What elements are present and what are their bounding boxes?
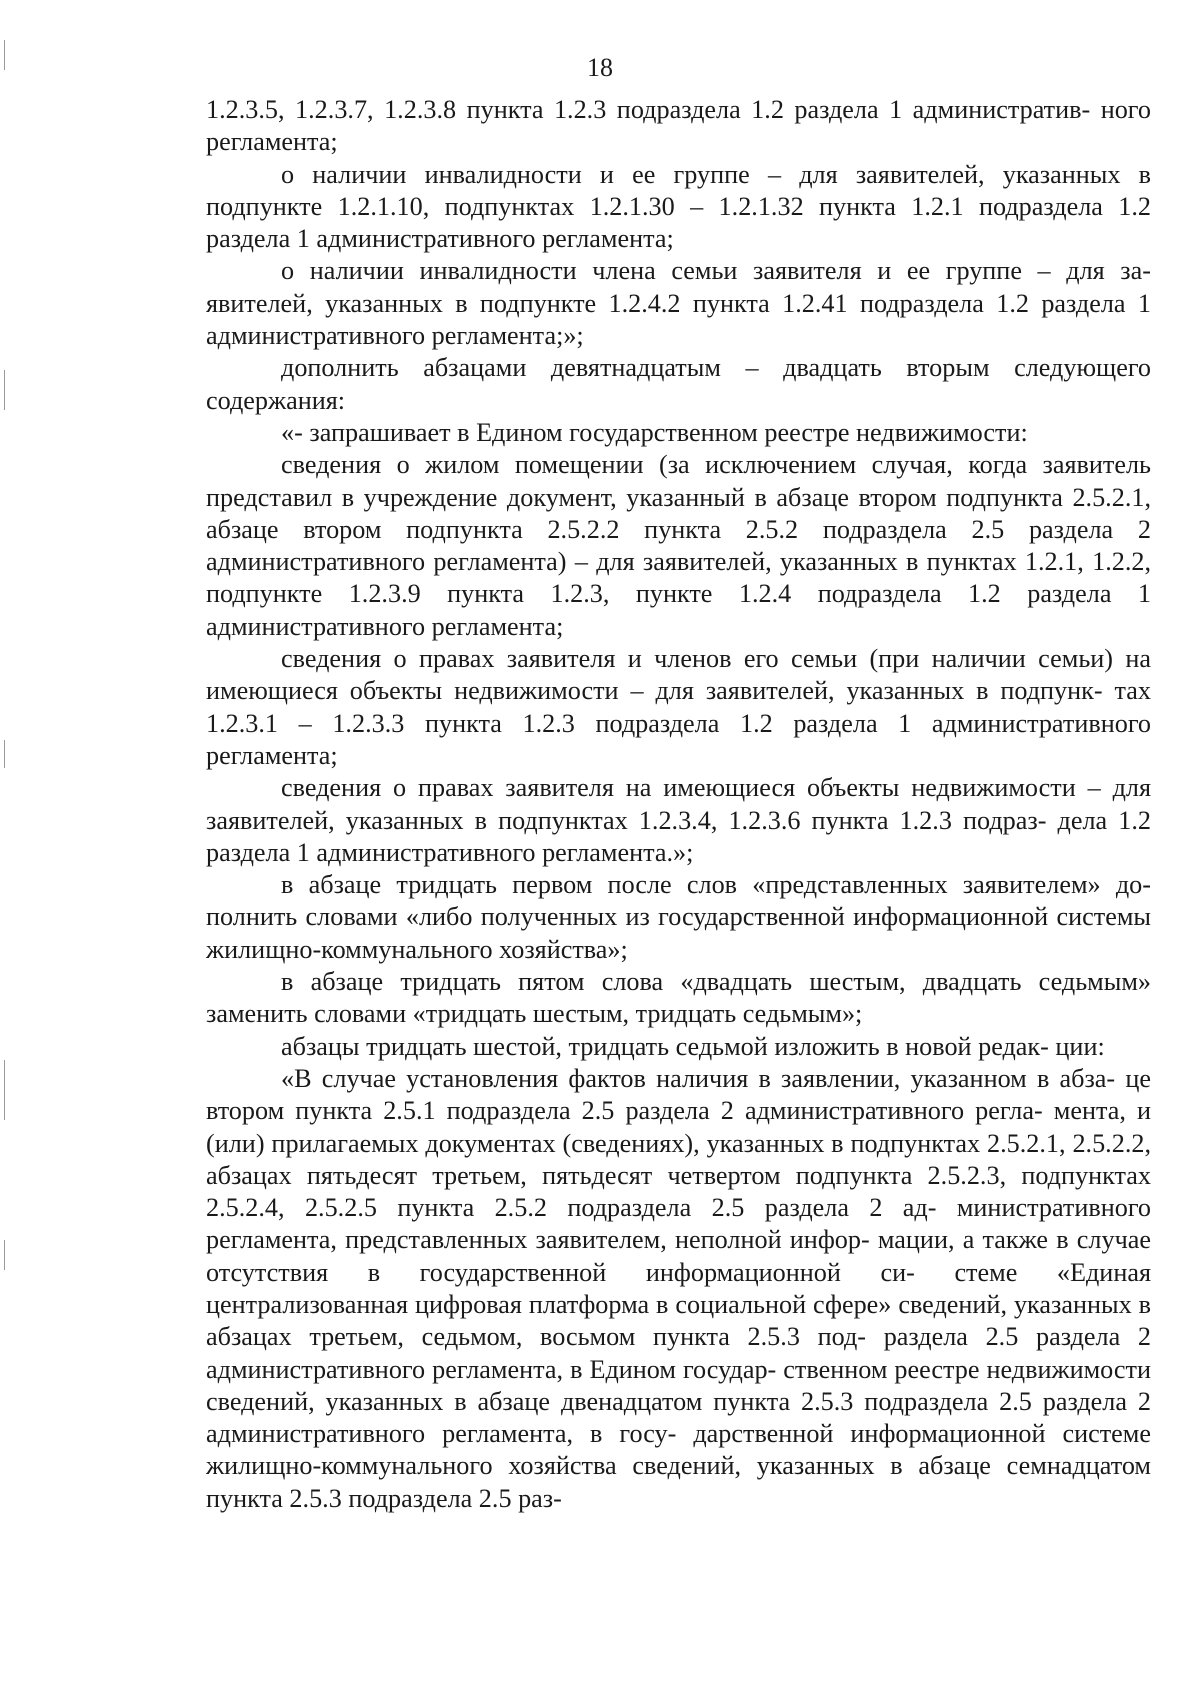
- text-line: содержания:: [206, 385, 346, 415]
- text-line: о наличии инвалидности и ее группе – для заявителей, указанных в: [281, 159, 1151, 189]
- text-line: подпункте 1.2.1.10, подпунктах 1.2.1.30 – 1.2.1.32 пункта 1.2.1 подраздела 1.2: [206, 191, 1151, 221]
- text-line: ции:: [1055, 1031, 1105, 1061]
- text-line: регламента;: [206, 740, 338, 770]
- paragraph: [206, 1063, 1151, 1515]
- paragraph: [206, 255, 1151, 352]
- text-line: ного регламента;: [206, 95, 1151, 157]
- text-line: о наличии инвалидности члена семьи заявителя и ее группе – для за-: [281, 256, 1151, 286]
- text-line: раздела 2.5 раздела 2 административного регламента, в Едином государ-: [206, 1322, 1151, 1384]
- paragraph: [206, 643, 1151, 772]
- text-line: мации, а также в случае отсутствия в государственной информационной си-: [206, 1225, 1151, 1287]
- scan-edge-mark: [4, 740, 5, 768]
- paragraph: [206, 417, 1151, 449]
- text-line: полнить словами «либо полученных из государственной информационной: [206, 902, 1049, 932]
- text-line: 1.2.3.5, 1.2.3.7, 1.2.3.8 пункта 1.2.3 подраздела 1.2 раздела 1 административ-: [206, 95, 1091, 124]
- text-line: представил в учреждение документ, указанный в абзаце втором подпункта: [206, 482, 1063, 512]
- text-line: це втором пункта 2.5.1 подраздела 2.5 раздела 2 административного регла-: [206, 1063, 1151, 1126]
- paragraph: [206, 772, 1151, 869]
- text-line: мента, и (или) прилагаемых документах (сведениях), указанных в подпунктах: [206, 1096, 1152, 1158]
- text-line: имеющиеся объекты недвижимости – для заявителей, указанных в подпунк-: [206, 676, 1103, 706]
- text-line: сведений, указанных в абзацах третьем, седьмом, восьмом пункта 2.5.3 под-: [206, 1289, 1151, 1352]
- paragraph: [206, 94, 1151, 159]
- text-line: 1.2.2, подпункте 1.2.3.9 пункта 1.2.3, пункте 1.2.4 подраздела 1.2 раздела 1: [206, 547, 1152, 609]
- text-line: сведения о жилом помещении (за исключением случая, когда заявитель: [281, 450, 1151, 480]
- text-line: 2.5.2.3, подпунктах 2.5.2.4, 2.5.2.5 пункта 2.5.2 подраздела 2.5 раздела 2 ад-: [206, 1160, 1151, 1223]
- text-line: системы жилищно-коммунального хозяйства»;: [206, 902, 1151, 964]
- text-line: заменить словами «тридцать шестым, тридцать седьмым»;: [206, 999, 863, 1029]
- text-line: раздела 1 административного регламента;: [206, 224, 674, 254]
- scan-edge-mark: [4, 1060, 5, 1120]
- text-line: 2.5.2.1, 2.5.2.2, абзацах пятьдесят третьем, пятьдесят четвертом подпункта: [206, 1128, 1152, 1190]
- text-line: стеме «Единая централизованная цифровая платформа в социальной сфере»: [206, 1257, 1152, 1319]
- scan-edge-mark: [4, 1240, 5, 1270]
- text-line: административного регламента;: [206, 611, 564, 641]
- text-line: «В случае установления фактов наличия в заявлении, указанном в абза-: [281, 1063, 1116, 1093]
- text-line: административного регламента) – для заявителей, указанных в пунктах 1.2.1,: [206, 547, 1084, 577]
- text-line: для заявителей, указанных в подпунктах 1.2.3.4, 1.2.3.6 пункта 1.2.3 подраз-: [206, 773, 1152, 835]
- paragraph: [206, 352, 1151, 417]
- scan-edge-mark: [4, 370, 5, 410]
- text-line: 1 административного регламента;»;: [206, 288, 1151, 351]
- text-line: явителей, указанных в подпункте 1.2.4.2 пункта 1.2.41 подраздела 1.2 раздела: [206, 288, 1126, 318]
- text-line: пункта 2.5.3 подраздела 2.5 раздела 2 административного регламента, в госу-: [206, 1386, 1151, 1449]
- text-line: 2.5.2.1, абзаце втором подпункта 2.5.2.2 пункта 2.5.2 подраздела 2.5 раздела 2: [206, 482, 1151, 544]
- paragraph: [206, 966, 1151, 1031]
- paragraph: [206, 869, 1151, 966]
- text-line: министративного регламента, представленных заявителем, неполной инфор-: [206, 1193, 1151, 1255]
- text-line: сведений, указанных в абзаце семнадцатом пункта 2.5.3 подраздела 2.5 раз-: [206, 1451, 1152, 1513]
- text-line: в абзаце тридцать пятом слова «двадцать шестым, двадцать седьмым»: [281, 967, 1151, 997]
- text-line: в абзаце тридцать первом после слов «представленных заявителем» до-: [281, 870, 1151, 900]
- text-line: ственном реестре недвижимости сведений, указанных в абзаце двенадцатом: [206, 1354, 1152, 1416]
- document-body: [206, 94, 1151, 1515]
- paragraph: [206, 449, 1151, 643]
- text-line: дополнить абзацами девятнадцатым – двадцать вторым следующего: [281, 353, 1151, 383]
- text-line: тах 1.2.3.1 – 1.2.3.3 пункта 1.2.3 подраздела 1.2 раздела 1 административного: [206, 676, 1152, 738]
- page-number: 18: [587, 53, 613, 82]
- text-line: сведения о правах заявителя и членов его семьи (при наличии семьи) на: [281, 644, 1151, 674]
- text-line: сведения о правах заявителя на имеющиеся объекты недвижимости –: [281, 773, 1101, 803]
- text-line: «- запрашивает в Едином государственном реестре недвижимости:: [281, 417, 1028, 447]
- paragraph: [206, 1031, 1151, 1063]
- text-line: дарственной информационной системе жилищно-коммунального хозяйства: [206, 1419, 1152, 1481]
- paragraph: [206, 159, 1151, 256]
- text-line: дела 1.2 раздела 1 административного регламента.»;: [206, 805, 1152, 867]
- text-line: абзацы тридцать шестой, тридцать седьмой изложить в новой редак-: [281, 1031, 1049, 1061]
